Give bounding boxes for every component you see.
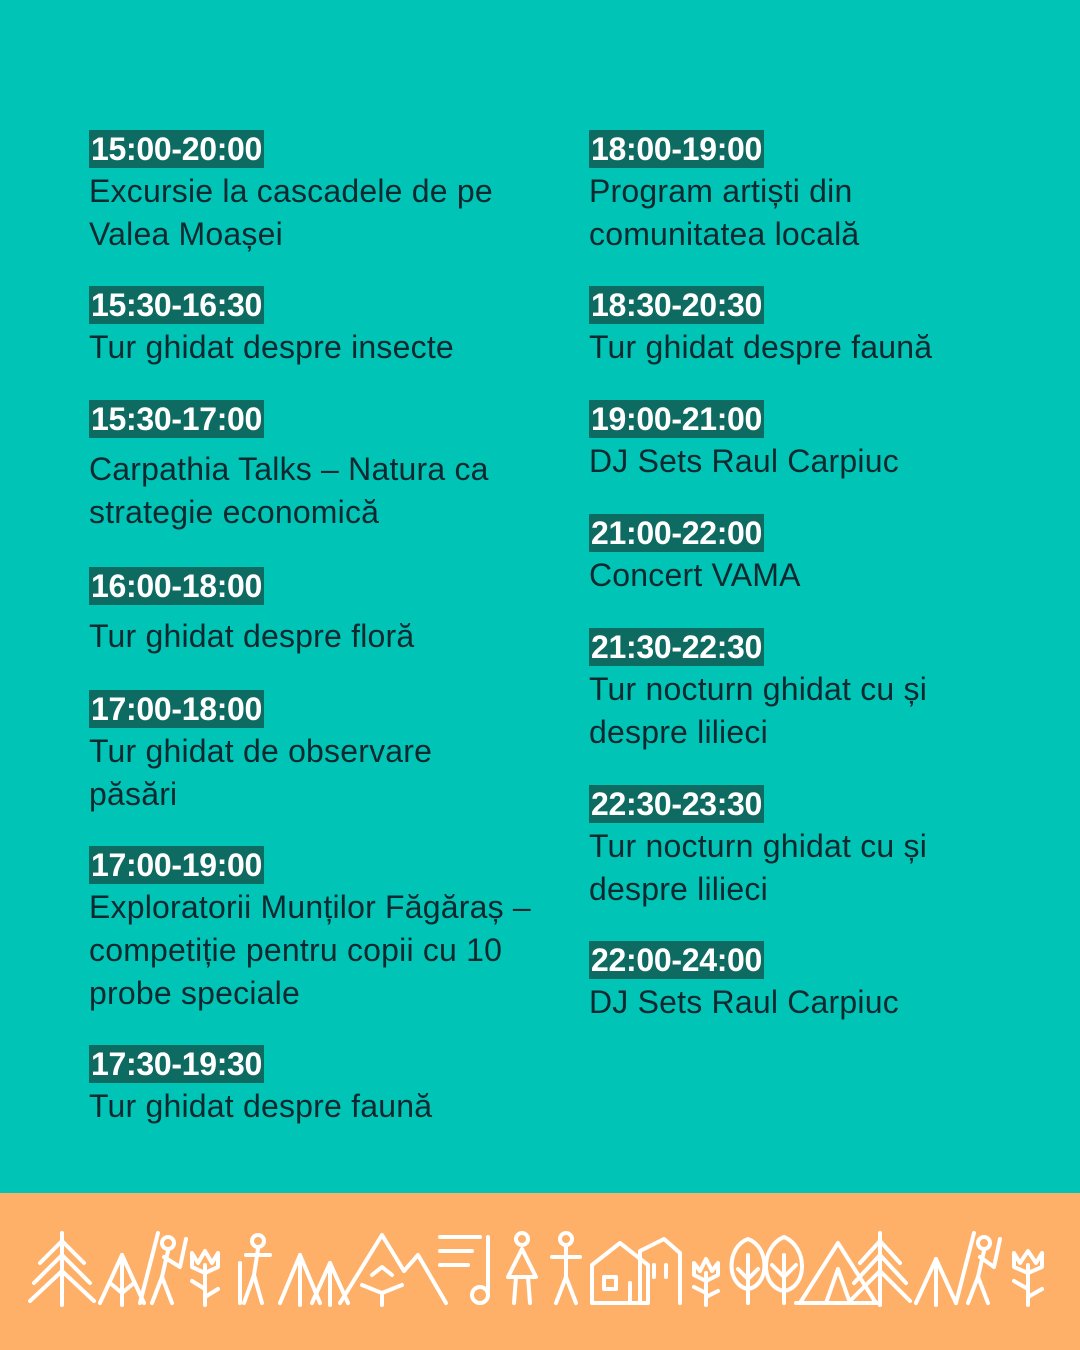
forest-icon xyxy=(916,1233,974,1305)
time-badge: 22:00-24:00 xyxy=(591,942,763,978)
schedule-entry xyxy=(589,130,1059,256)
time-badge: 15:00-20:00 xyxy=(91,131,263,167)
time-badge: 15:30-17:00 xyxy=(91,401,263,437)
deciduous-tree-icon xyxy=(732,1237,803,1303)
activity-title: Excursie la cascadele de pe Valea Moașei xyxy=(89,173,493,252)
activity-title: Tur nocturn ghidat cu și despre lilieci xyxy=(589,671,928,750)
family-icon xyxy=(240,1235,270,1303)
time-badge: 18:00-19:00 xyxy=(591,131,763,167)
schedule-entry xyxy=(589,941,1059,1024)
schedule-entry xyxy=(589,400,1059,483)
decorative-footer xyxy=(0,1193,1080,1350)
time-badge: 18:30-20:30 xyxy=(591,287,763,323)
schedule-entry xyxy=(89,1045,559,1128)
hiker-icon xyxy=(152,1237,186,1303)
schedule-entry xyxy=(89,130,559,256)
pine-tree-icon xyxy=(30,1233,94,1305)
activity-title: Tur ghidat despre insecte xyxy=(89,329,454,365)
flower-icon xyxy=(694,1259,718,1305)
forest-icon xyxy=(100,1233,158,1305)
footer-illustration xyxy=(0,1193,1080,1350)
schedule-entry xyxy=(89,690,559,816)
schedule-entry xyxy=(589,785,1059,911)
music-note-icon xyxy=(440,1237,488,1303)
schedule-entry xyxy=(589,286,1059,369)
time-badge: 17:00-19:00 xyxy=(91,847,263,883)
activity-title: Tur ghidat despre faună xyxy=(589,329,933,365)
activity-title: Tur ghidat despre faună xyxy=(89,1088,433,1124)
schedule-entry xyxy=(589,514,1059,597)
schedule-entry xyxy=(89,286,559,369)
time-badge: 19:00-21:00 xyxy=(591,401,763,437)
time-badge: 16:00-18:00 xyxy=(91,568,263,604)
activity-title: Program artiști din comunitatea locală xyxy=(589,173,860,252)
activity-title: DJ Sets Raul Carpiuc xyxy=(589,984,899,1020)
house-icon xyxy=(592,1239,680,1303)
time-badge: 22:30-23:30 xyxy=(591,786,763,822)
activity-title: Tur ghidat despre floră xyxy=(89,618,415,654)
activity-title: Tur nocturn ghidat cu și despre lilieci xyxy=(589,828,928,907)
activity-title: DJ Sets Raul Carpiuc xyxy=(589,443,899,479)
schedule-entry xyxy=(89,400,559,534)
schedule-entry xyxy=(89,846,559,1015)
forest-icon xyxy=(280,1255,348,1305)
activity-title: Carpathia Talks – Natura ca strategie economică xyxy=(89,451,489,530)
time-badge: 17:30-19:30 xyxy=(91,1046,263,1082)
flower-icon xyxy=(1014,1251,1042,1305)
time-badge: 15:30-16:30 xyxy=(91,287,263,323)
activity-title: Exploratorii Munților Făgăraș – competiție pentru copii cu 10 probe speciale xyxy=(89,889,531,1011)
mountain-icon xyxy=(340,1235,446,1305)
schedule-entry xyxy=(589,628,1059,754)
hiker-icon xyxy=(968,1237,1000,1303)
schedule-entry xyxy=(89,567,559,658)
time-badge: 21:30-22:30 xyxy=(591,629,763,665)
time-badge: 17:00-18:00 xyxy=(91,691,263,727)
people-icon xyxy=(508,1233,580,1303)
flower-icon xyxy=(192,1251,218,1305)
activity-title: Concert VAMA xyxy=(589,557,801,593)
time-badge: 21:00-22:00 xyxy=(591,515,763,551)
pine-tree-icon xyxy=(850,1233,910,1305)
activity-title: Tur ghidat de observare păsări xyxy=(89,733,433,812)
